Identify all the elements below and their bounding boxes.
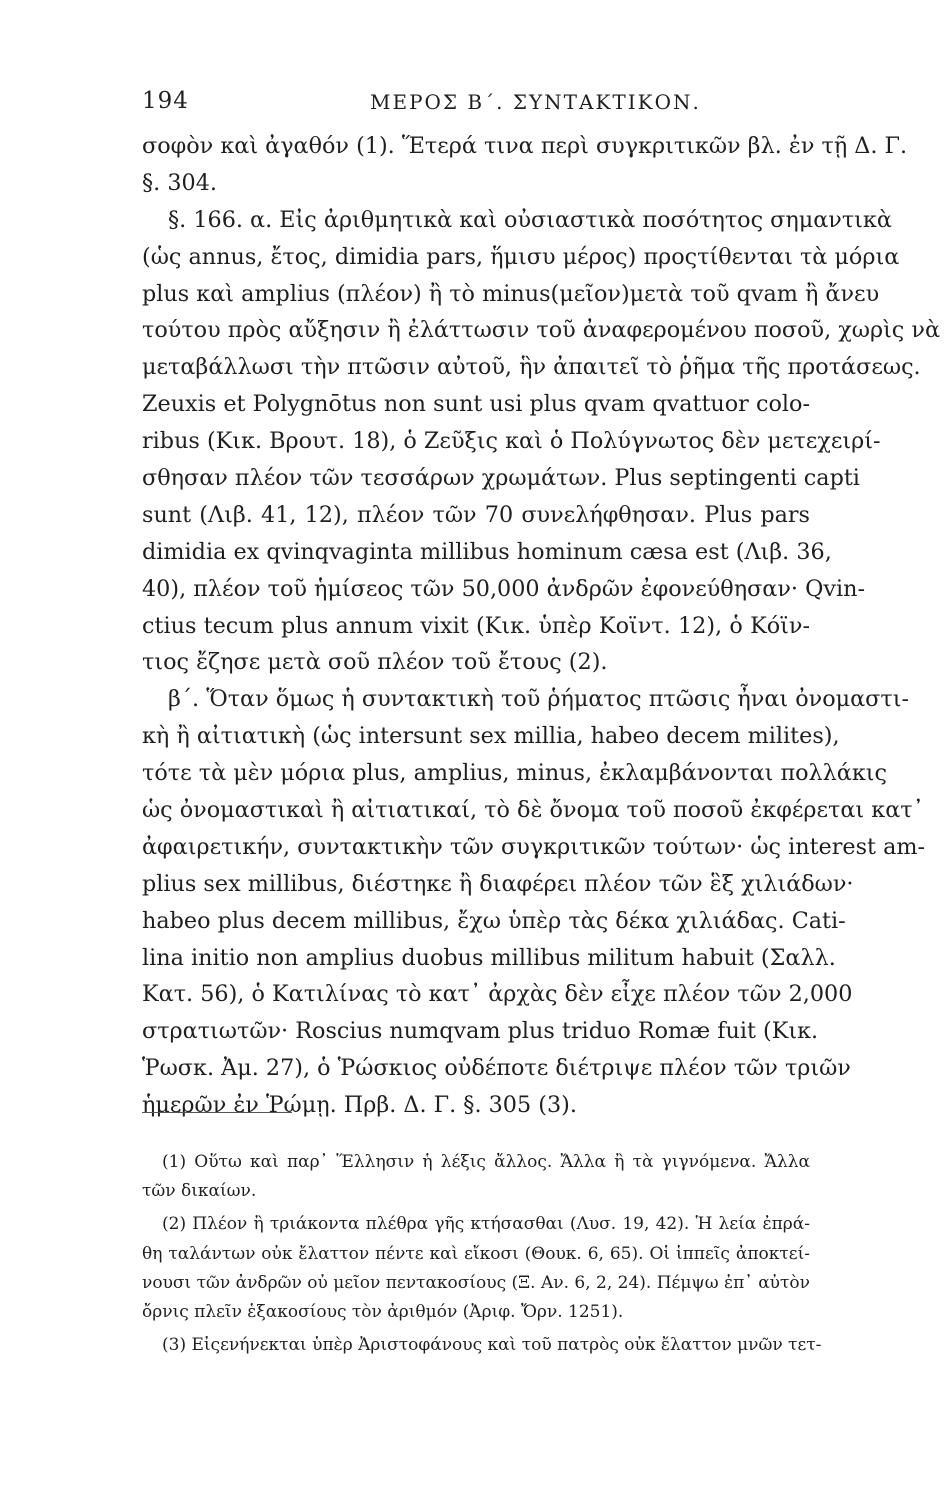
text-line: β΄. Ὅταν ὅμως ἡ συντακτικὴ τοῦ ῥήματος πτῶσις ἦναι ὀνομαστι-: [168, 686, 910, 713]
text-line: ἀφαιρετικήν, συντακτικὴν τῶν συγκριτικῶν τούτων· ὡς interest am-: [142, 833, 926, 860]
text-line: §. 166. α. Εἰς ἀριθμητικὰ καὶ οὐσιαστικὰ ποσότητος σημαντικὰ: [168, 206, 892, 233]
text-line: 40), πλέον τοῦ ἡμίσεος τῶν 50,000 ἀνδρῶν ἐφονεύθησαν· Qvin-: [142, 575, 865, 602]
text-line: Ῥωσκ. Ἀμ. 27), ὁ Ῥώσκιος οὐδέποτε διέτριψε πλέον τῶν τριῶν: [142, 1055, 851, 1082]
text-line: sunt (Λιβ. 41, 12), πλέον τῶν 70 συνελήφθησαν. Plus pars: [142, 501, 810, 528]
text-line: κὴ ἢ αἰτιατικὴ (ὡς intersunt sex millia, habeo decem milites),: [142, 723, 840, 750]
footnotes: [142, 1148, 822, 1364]
text-line: dimidia ex qvinqvaginta millibus hominum cæsa est (Λιβ. 36,: [142, 538, 832, 565]
text-line: Κατ. 56), ὁ Κατιλίνας τὸ κατ᾽ ἀρχὰς δὲν εἶχε πλέον τῶν 2,000: [142, 981, 853, 1008]
text-line: lina initio non amplius duobus millibus militum habuit (Σαλλ.: [142, 944, 836, 971]
text-line: τότε τὰ μὲν μόρια plus, amplius, minus, ἐκλαμβάνονται πολλάκις: [142, 760, 888, 787]
text-line: plus καὶ amplius (πλέον) ἢ τὸ minus(μεῖον)μετὰ τοῦ qvam ἢ ἄνευ: [142, 280, 880, 307]
footnote-line: ὄρνις πλεῖν ἑξακοσίους τὸν ἀριθμόν (Ἀριφ. Ὄρν. 1251).: [142, 1301, 624, 1322]
footnote: [142, 1210, 810, 1327]
text-line: habeo plus decem millibus, ἔχω ὑπὲρ τὰς δέκα χιλιάδας. Cati-: [142, 907, 846, 934]
text-line: ctius tecum plus annum vixit (Κικ. ὑπὲρ Κοϊντ. 12), ὁ Κόϊν-: [142, 612, 810, 639]
footnote-line: τῶν δικαίων.: [142, 1181, 257, 1202]
footnote-divider: [142, 1112, 292, 1113]
footnote-line: (3) Εἰςενήνεκται ὑπὲρ Ἀριστοφάνους καὶ τοῦ πατρὸς οὐκ ἔλαττον μνῶν τετ-: [162, 1335, 822, 1356]
footnote: [142, 1331, 822, 1360]
text-line: plius sex millibus, διέστηκε ἢ διαφέρει πλέον τῶν ἓξ χιλιάδων·: [142, 870, 854, 897]
text-line: μεταβάλλωσι τὴν πτῶσιν αὐτοῦ, ἣν ἀπαιτεῖ τὸ ῥῆμα τῆς προτάσεως.: [142, 354, 921, 381]
body-text: [142, 128, 940, 1124]
footnote-line: νουσι τῶν ἀνδρῶν οὐ μεῖον πεντακοσίους (Ξ. Αν. 6, 2, 24). Πέμψω ἐπ᾽ αὐτὸν: [142, 1272, 810, 1293]
page-number: 194: [142, 88, 189, 114]
footnote-line: (2) Πλέον ἢ τριάκοντα πλέθρα γῆς κτήσασθαι (Λυσ. 19, 42). Ἡ λεία ἐπρά-: [162, 1214, 810, 1235]
text-line: ἡμερῶν ἐν Ῥώμῃ. Πρβ. Δ. Γ. §. 305 (3).: [142, 1092, 577, 1119]
text-line: ribus (Κικ. Βρουτ. 18), ὁ Ζεῦξις καὶ ὁ Πολύγνωτος δὲν μετεχειρί-: [142, 428, 881, 455]
text-line: τιος ἔζησε μετὰ σοῦ πλέον τοῦ ἔτους (2).: [142, 649, 608, 676]
footnote: [142, 1148, 810, 1206]
text-line: Zeuxis et Polygnōtus non sunt usi plus qvam qvattuor colo-: [142, 391, 810, 418]
page-header: [142, 88, 807, 122]
text-line: σοφὸν καὶ ἀγαθόν (1). Ἕτερά τινα περὶ συγκριτικῶν βλ. ἐν τῇ Δ. Γ.: [142, 133, 908, 159]
text-line: §. 304.: [142, 169, 217, 196]
text-line: ὡς ὀνομαστικαὶ ἢ αἰτιατικαί, τὸ δὲ ὄνομα τοῦ ποσοῦ ἐκφέρεται κατ᾽: [142, 797, 924, 824]
text-line: τούτου πρὸς αὔξησιν ἢ ἐλάττωσιν τοῦ ἀναφερομένου ποσοῦ, χωρὶς νὰ: [142, 317, 940, 344]
footnote-line: (1) Οὕτω καὶ παρ᾽ Ἕλλησιν ἡ λέξις ἄλλος. Ἄλλα ἢ τὰ γιγνόμενα. Ἄλλα: [162, 1152, 810, 1172]
text-line: στρατιωτῶν· Roscius numqvam plus triduo Romæ fuit (Κικ.: [142, 1018, 819, 1045]
text-line: σθησαν πλέον τῶν τεσσάρων χρωμάτων. Plus septingenti capti: [142, 465, 860, 492]
text-line: (ὡς annus, ἔτος, dimidia pars, ἥμισυ μέρος) προςτίθενται τὰ μόρια: [142, 243, 900, 270]
footnote-line: θη ταλάντων οὐκ ἔλαττον πέντε καὶ εἴκοσι (Θουκ. 6, 65). Οἱ ἱππεῖς ἀποκτεί-: [142, 1243, 810, 1264]
running-head: ΜΕΡΟΣ Β΄. ΣΥΝΤΑΚΤΙΚΟΝ.: [370, 90, 701, 114]
